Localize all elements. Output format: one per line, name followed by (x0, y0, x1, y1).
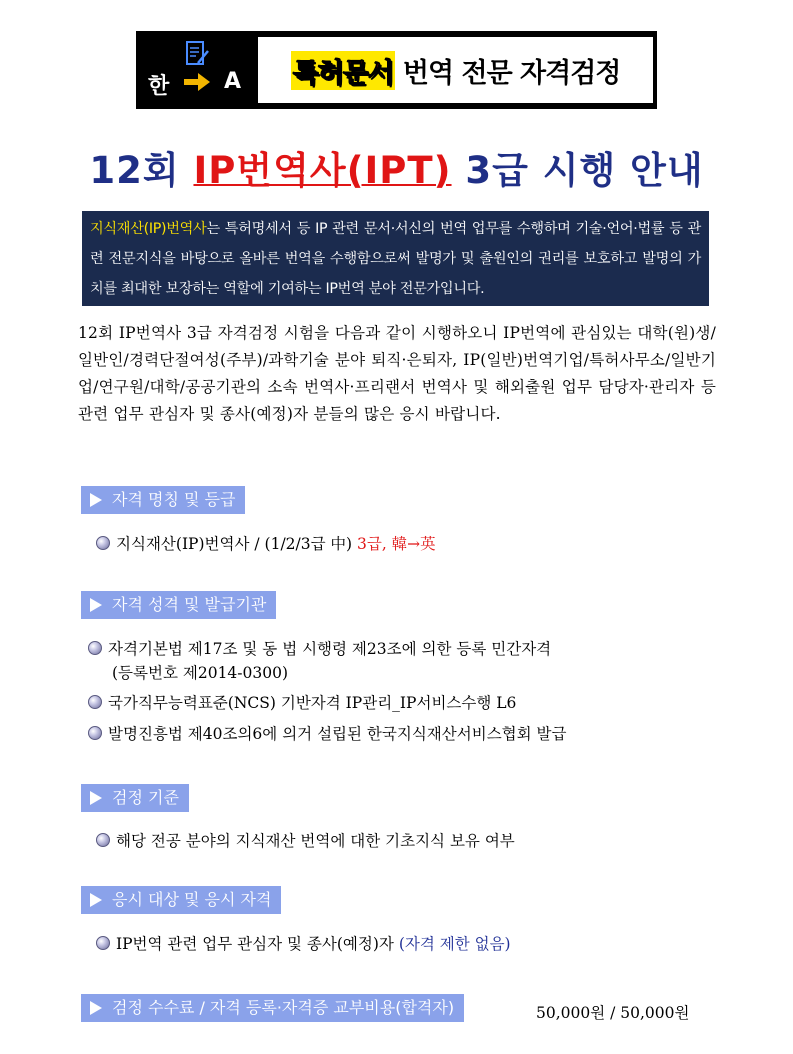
banner-logo (138, 33, 256, 107)
intro-box (82, 211, 709, 306)
item-text: 자격기본법 제17조 및 동 법 시행령 제23조에 의한 등록 민간자격 (108, 640, 552, 658)
item-red-text: 3급, 韓→英 (356, 535, 436, 553)
list-item (96, 830, 515, 852)
section-heading-eligibility (81, 886, 281, 914)
triangle-icon (90, 493, 102, 507)
list-item (88, 723, 567, 745)
item-text: 국가직무능력표준(NCS) 기반자격 IP관리_IP서비스수행 L6 (108, 694, 517, 712)
intro-text: 는 특허명세서 등 IP 관련 문서·서신의 번역 업무를 수행하며 기술·언어·법률 등 관련 전문지식을 바탕으로 올바른 번역을 수행함으로써 발명가 및 출원인의 권리를 보호하고 발명의 가치를 최대한 보장하는 역할에 기여하는 IP번역 분야 전문가입니다. (90, 221, 701, 297)
section-heading-label: 자격 명칭 및 등급 (112, 490, 236, 509)
bullet-icon (88, 695, 102, 709)
section-heading-nature-issuer (81, 591, 276, 619)
section-heading-name-grade (81, 486, 245, 514)
banner-highlight: 특허문서 (291, 51, 395, 90)
intro-highlight: 지식재산(IP)번역사 (90, 221, 207, 237)
title-highlight: IP번역사(IPT) (193, 149, 452, 192)
page-title (0, 140, 793, 194)
section-heading-fees (81, 994, 464, 1022)
banner-english-char: A (224, 69, 242, 94)
item-text: 해당 전공 분야의 지식재산 번역에 대한 기초지식 보유 여부 (116, 832, 515, 850)
header-banner (136, 31, 657, 109)
list-item (88, 692, 516, 714)
title-suffix: 3급 시행 안내 (451, 149, 704, 192)
banner-title (258, 37, 653, 103)
banner-rest: 번역 전문 자격검정 (402, 57, 621, 89)
bullet-icon (96, 936, 110, 950)
section-heading-label: 자격 성격 및 발급기관 (112, 595, 267, 614)
triangle-icon (90, 791, 102, 805)
bullet-icon (96, 536, 110, 550)
item-blue-text: (자격 제한 없음) (398, 935, 511, 953)
list-item (88, 638, 551, 660)
section-heading-criteria (81, 784, 189, 812)
section-heading-label: 검정 기준 (112, 788, 179, 807)
title-prefix: 12회 (89, 149, 194, 192)
bullet-icon (88, 641, 102, 655)
bullet-icon (88, 726, 102, 740)
section-heading-label: 응시 대상 및 응시 자격 (112, 890, 272, 909)
fee-value: 50,000원 / 50,000원 (536, 1004, 690, 1022)
triangle-icon (90, 598, 102, 612)
item-text: 발명진흥법 제40조의6에 의거 설립된 한국지식재산서비스협회 발급 (108, 725, 567, 743)
banner-korean-char: 한 (148, 74, 170, 99)
list-item-sub: (등록번호 제2014-0300) (112, 664, 289, 682)
document-pen-icon (184, 39, 210, 69)
list-item (96, 533, 436, 555)
bullet-icon (96, 833, 110, 847)
section-heading-label: 검정 수수료 / 자격 등록·자격증 교부비용(합격자) (112, 998, 455, 1017)
intro-paragraph: 12회 IP번역사 3급 자격검정 시험을 다음과 같이 시행하오니 IP번역에 관심있는 대학(원)생/일반인/경력단절여성(주부)/과학기술 분야 퇴직·은퇴자, IP(일반)번역기업/특허사무소/일반기업/연구원/대학/공공기관의 소속 번역사·프리랜서 번역사 및 해외출원 업무 담당자·관리자 등 관련 업무 관심자 및 종사(예정)자 분들의 많은 응시 바랍니다. (78, 324, 716, 423)
triangle-icon (90, 1001, 102, 1015)
item-text: IP번역 관련 업무 관심자 및 종사(예정)자 (116, 935, 399, 953)
triangle-icon (90, 893, 102, 907)
right-arrow-icon (182, 71, 212, 93)
list-item (96, 933, 511, 955)
item-text: 지식재산(IP)번역사 / (1/2/3급 中) (116, 535, 357, 553)
